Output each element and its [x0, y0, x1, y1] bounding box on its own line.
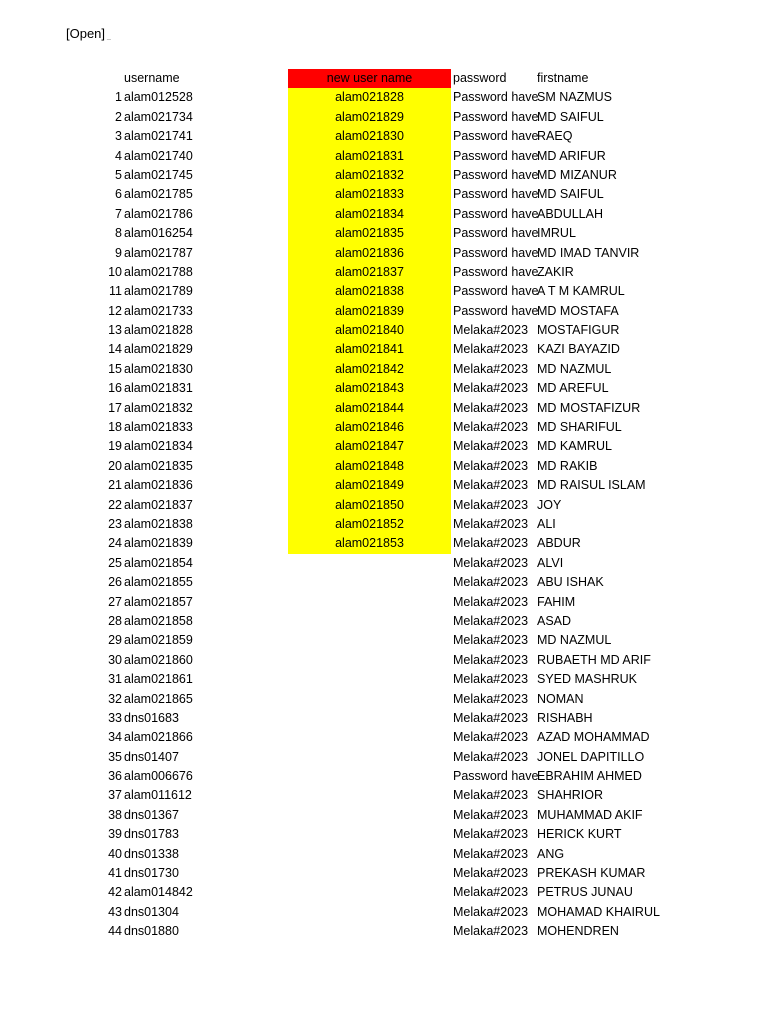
row-number: 38 [108, 807, 122, 822]
username-cell: alam021855 [124, 575, 193, 590]
password-cell: Melaka#2023 [453, 730, 529, 745]
row-number: 2 [115, 109, 122, 124]
firstname-cell: JOY [537, 497, 562, 512]
header-username: username [124, 71, 180, 85]
new-user-name-cell [288, 922, 451, 941]
table-row [0, 476, 768, 495]
firstname-cell: MUHAMMAD AKIF [537, 807, 643, 822]
password-cell: Melaka#2023 [453, 575, 529, 590]
firstname-cell: MD KAMRUL [537, 439, 613, 454]
row-number: 29 [108, 633, 122, 648]
row-number: 14 [108, 342, 122, 357]
table-row [0, 88, 768, 107]
table-row [0, 922, 768, 941]
username-cell: alam021833 [124, 420, 193, 435]
new-user-name-cell: alam021831 [288, 147, 451, 166]
password-cell: Melaka#2023 [453, 439, 529, 454]
username-cell: alam011612 [124, 788, 192, 803]
firstname-cell: MD NAZMUL [537, 361, 612, 376]
table-row [0, 166, 768, 185]
table-row [0, 670, 768, 689]
new-user-name-cell [288, 631, 451, 650]
table-row [0, 864, 768, 883]
password-cell: Melaka#2023 [453, 788, 529, 803]
new-user-name-cell [288, 864, 451, 883]
row-number: 23 [108, 516, 122, 531]
table-row [0, 340, 768, 359]
username-cell: alam021745 [124, 167, 193, 182]
row-number: 32 [108, 691, 122, 706]
new-user-name-cell: alam021841 [288, 340, 451, 359]
firstname-cell: MD SHARIFUL [537, 420, 622, 435]
table-row [0, 437, 768, 456]
new-user-name-cell: alam021835 [288, 224, 451, 243]
username-cell: dns01367 [124, 807, 179, 822]
new-user-name-cell: alam021834 [288, 205, 451, 224]
password-cell: Melaka#2023 [453, 400, 529, 415]
firstname-cell: AZAD MOHAMMAD [537, 730, 650, 745]
header-password: password [453, 71, 507, 85]
password-cell: Melaka#2023 [453, 866, 529, 881]
password-cell: Melaka#2023 [453, 361, 529, 376]
username-cell: alam021860 [124, 652, 193, 667]
row-number: 25 [108, 555, 122, 570]
new-user-name-cell: alam021840 [288, 321, 451, 340]
row-number: 42 [108, 885, 122, 900]
row-number: 15 [108, 361, 122, 376]
username-cell: alam021733 [124, 303, 193, 318]
new-user-name-cell [288, 748, 451, 767]
row-number: 43 [108, 904, 122, 919]
firstname-cell: MOSTAFIGUR [537, 323, 620, 338]
password-cell: Melaka#2023 [453, 516, 529, 531]
username-cell: alam014842 [124, 885, 193, 900]
username-cell: dns01783 [124, 827, 179, 842]
new-user-name-cell [288, 883, 451, 902]
password-cell: Melaka#2023 [453, 458, 529, 473]
row-number: 33 [108, 710, 122, 725]
header-new-user-name: new user name [288, 69, 451, 88]
username-cell: dns01304 [124, 904, 179, 919]
row-number: 35 [108, 749, 122, 764]
username-cell: alam021829 [124, 342, 193, 357]
password-cell: Melaka#2023 [453, 691, 529, 706]
row-number: 24 [108, 536, 122, 551]
new-user-name-cell: alam021836 [288, 244, 451, 263]
table-row [0, 418, 768, 437]
document-status-tag [66, 26, 111, 41]
username-cell: alam021858 [124, 613, 193, 628]
row-number: 27 [108, 594, 122, 609]
new-user-name-cell: alam021829 [288, 108, 451, 127]
password-cell: Password have [453, 90, 539, 105]
firstname-cell: MD MOSTAFA [537, 303, 619, 318]
firstname-cell: ABDUR [537, 536, 581, 551]
row-number: 13 [108, 323, 122, 338]
firstname-cell: ASAD [537, 613, 572, 628]
username-cell: alam021734 [124, 109, 193, 124]
password-cell: Melaka#2023 [453, 633, 529, 648]
username-cell: alam021788 [124, 264, 193, 279]
row-number: 12 [108, 303, 122, 318]
username-cell: alam021865 [124, 691, 193, 706]
table-row [0, 903, 768, 922]
new-user-name-cell [288, 786, 451, 805]
username-cell: dns01338 [124, 846, 179, 861]
firstname-cell: IMRUL [537, 226, 576, 241]
firstname-cell: SYED MASHRUK [537, 672, 638, 687]
row-number: 5 [115, 167, 122, 182]
row-number: 1 [115, 90, 122, 105]
firstname-cell: KAZI BAYAZID [537, 342, 620, 357]
password-cell: Password have [453, 245, 539, 260]
new-user-name-cell [288, 554, 451, 573]
username-cell: alam021866 [124, 730, 193, 745]
username-cell: alam021828 [124, 323, 193, 338]
table-row [0, 825, 768, 844]
table-row [0, 728, 768, 747]
firstname-cell: MD ARIFUR [537, 148, 606, 163]
firstname-cell: FAHIM [537, 594, 576, 609]
password-cell: Melaka#2023 [453, 613, 529, 628]
new-user-name-cell: alam021843 [288, 379, 451, 398]
password-cell: Password have [453, 284, 539, 299]
password-cell: Melaka#2023 [453, 555, 529, 570]
password-cell: Melaka#2023 [453, 885, 529, 900]
username-cell: alam021786 [124, 206, 193, 221]
row-number: 9 [115, 245, 122, 260]
firstname-cell: ALVI [537, 555, 564, 570]
password-cell: Password have [453, 167, 539, 182]
new-user-name-cell: alam021847 [288, 437, 451, 456]
firstname-cell: PETRUS JUNAU [537, 885, 633, 900]
row-number: 39 [108, 827, 122, 842]
row-number: 31 [108, 672, 122, 687]
username-cell: alam021832 [124, 400, 193, 415]
table-row [0, 845, 768, 864]
table-row [0, 205, 768, 224]
new-user-name-cell: alam021830 [288, 127, 451, 146]
row-number: 21 [108, 478, 122, 493]
new-user-name-cell: alam021842 [288, 360, 451, 379]
table-row [0, 690, 768, 709]
firstname-cell: MD AREFUL [537, 381, 609, 396]
header-firstname: firstname [537, 71, 589, 85]
password-cell: Password have [453, 129, 539, 144]
new-user-name-cell: alam021850 [288, 496, 451, 515]
username-cell: alam021836 [124, 478, 193, 493]
new-user-name-cell [288, 709, 451, 728]
password-cell: Password have [453, 187, 539, 202]
password-cell: Melaka#2023 [453, 497, 529, 512]
firstname-cell: MD SAIFUL [537, 109, 604, 124]
row-number: 34 [108, 730, 122, 745]
password-cell: Melaka#2023 [453, 381, 529, 396]
row-number: 28 [108, 613, 122, 628]
table-row [0, 651, 768, 670]
table-row [0, 709, 768, 728]
username-cell: dns01683 [124, 710, 179, 725]
table-row [0, 224, 768, 243]
new-user-name-cell [288, 806, 451, 825]
new-user-name-cell [288, 670, 451, 689]
firstname-cell: RISHABH [537, 710, 593, 725]
tag-marker: _ [107, 33, 111, 40]
spreadsheet-table [0, 69, 768, 942]
password-cell: Password have [453, 226, 539, 241]
password-cell: Melaka#2023 [453, 672, 529, 687]
new-user-name-cell [288, 845, 451, 864]
password-cell: Melaka#2023 [453, 846, 529, 861]
firstname-cell: MD NAZMUL [537, 633, 612, 648]
firstname-cell: MD SAIFUL [537, 187, 604, 202]
table-row [0, 127, 768, 146]
firstname-cell: ABDULLAH [537, 206, 603, 221]
firstname-cell: RUBAETH MD ARIF [537, 652, 651, 667]
table-row [0, 748, 768, 767]
firstname-cell: NOMAN [537, 691, 584, 706]
username-cell: alam021830 [124, 361, 193, 376]
row-number: 7 [115, 206, 122, 221]
new-user-name-cell: alam021839 [288, 302, 451, 321]
table-row [0, 593, 768, 612]
username-cell: dns01407 [124, 749, 179, 764]
row-number: 17 [108, 400, 122, 415]
firstname-cell: ALI [537, 516, 556, 531]
password-cell: Melaka#2023 [453, 924, 529, 939]
password-cell: Melaka#2023 [453, 749, 529, 764]
row-number: 20 [108, 458, 122, 473]
new-user-name-cell: alam021844 [288, 399, 451, 418]
table-row [0, 457, 768, 476]
new-user-name-cell [288, 728, 451, 747]
row-number: 36 [108, 769, 122, 784]
username-cell: alam021787 [124, 245, 193, 260]
new-user-name-cell: alam021849 [288, 476, 451, 495]
password-cell: Melaka#2023 [453, 652, 529, 667]
password-cell: Melaka#2023 [453, 420, 529, 435]
password-cell: Melaka#2023 [453, 827, 529, 842]
firstname-cell: A T M KAMRUL [537, 284, 625, 299]
table-row [0, 534, 768, 553]
row-number: 11 [109, 284, 122, 299]
username-cell: alam021859 [124, 633, 193, 648]
table-row [0, 147, 768, 166]
row-number: 37 [108, 788, 122, 803]
username-cell: alam021839 [124, 536, 193, 551]
password-cell: Password have [453, 264, 539, 279]
table-row [0, 573, 768, 592]
password-cell: Password have [453, 769, 539, 784]
password-cell: Melaka#2023 [453, 807, 529, 822]
table-row [0, 767, 768, 786]
row-number: 40 [108, 846, 122, 861]
username-cell: alam021857 [124, 594, 193, 609]
table-row [0, 263, 768, 282]
table-row [0, 302, 768, 321]
row-number: 8 [115, 226, 122, 241]
username-cell: alam021831 [124, 381, 193, 396]
table-row [0, 612, 768, 631]
firstname-cell: MD RAISUL ISLAM [537, 478, 646, 493]
password-cell: Melaka#2023 [453, 323, 529, 338]
password-cell: Melaka#2023 [453, 478, 529, 493]
firstname-cell: MOHENDREN [537, 924, 619, 939]
username-cell: alam006676 [124, 769, 193, 784]
firstname-cell: ANG [537, 846, 565, 861]
new-user-name-cell: alam021852 [288, 515, 451, 534]
new-user-name-cell: alam021828 [288, 88, 451, 107]
row-number: 18 [108, 420, 122, 435]
firstname-cell: HERICK KURT [537, 827, 622, 842]
password-cell: Melaka#2023 [453, 594, 529, 609]
firstname-cell: MD MIZANUR [537, 167, 617, 182]
row-number: 26 [108, 575, 122, 590]
username-cell: alam021854 [124, 555, 193, 570]
table-row [0, 554, 768, 573]
new-user-name-cell [288, 767, 451, 786]
new-user-name-cell: alam021853 [288, 534, 451, 553]
new-user-name-cell [288, 573, 451, 592]
table-row [0, 360, 768, 379]
firstname-cell: MD MOSTAFIZUR [537, 400, 641, 415]
username-cell: dns01730 [124, 866, 179, 881]
firstname-cell: ABU ISHAK [537, 575, 604, 590]
password-cell: Password have [453, 148, 539, 163]
row-number: 41 [108, 866, 122, 881]
password-cell: Password have [453, 303, 539, 318]
username-cell: alam021741 [124, 129, 193, 144]
table-row [0, 883, 768, 902]
new-user-name-cell: alam021846 [288, 418, 451, 437]
password-cell: Melaka#2023 [453, 904, 529, 919]
new-user-name-cell: alam021848 [288, 457, 451, 476]
username-cell: alam016254 [124, 226, 193, 241]
username-cell: alam021837 [124, 497, 193, 512]
firstname-cell: MOHAMAD KHAIRUL [537, 904, 660, 919]
username-cell: alam021838 [124, 516, 193, 531]
new-user-name-cell [288, 690, 451, 709]
new-user-name-cell: alam021838 [288, 282, 451, 301]
table-row [0, 321, 768, 340]
table-row [0, 806, 768, 825]
firstname-cell: ZAKIR [537, 264, 574, 279]
row-number: 19 [108, 439, 122, 454]
new-user-name-cell [288, 903, 451, 922]
table-row [0, 282, 768, 301]
table-row [0, 496, 768, 515]
firstname-cell: SHAHRIOR [537, 788, 603, 803]
open-label: [Open] [66, 26, 106, 41]
firstname-cell: RAEQ [537, 129, 573, 144]
header-row [0, 69, 768, 88]
table-row [0, 244, 768, 263]
row-number: 6 [115, 187, 122, 202]
row-number: 16 [108, 381, 122, 396]
new-user-name-cell: alam021833 [288, 185, 451, 204]
firstname-cell: SM NAZMUS [537, 90, 612, 105]
row-number: 4 [115, 148, 122, 163]
firstname-cell: EBRAHIM AHMED [537, 769, 642, 784]
password-cell: Password have [453, 109, 539, 124]
new-user-name-cell: alam021837 [288, 263, 451, 282]
firstname-cell: MD IMAD TANVIR [537, 245, 640, 260]
row-number: 10 [108, 264, 122, 279]
new-user-name-cell [288, 651, 451, 670]
username-cell: alam021789 [124, 284, 193, 299]
username-cell: alam012528 [124, 90, 193, 105]
firstname-cell: JONEL DAPITILLO [537, 749, 645, 764]
password-cell: Melaka#2023 [453, 536, 529, 551]
row-number: 22 [108, 497, 122, 512]
password-cell: Melaka#2023 [453, 342, 529, 357]
username-cell: alam021835 [124, 458, 193, 473]
firstname-cell: PREKASH KUMAR [537, 866, 646, 881]
firstname-cell: MD RAKIB [537, 458, 598, 473]
table-row [0, 515, 768, 534]
row-number: 44 [108, 924, 122, 939]
table-row [0, 379, 768, 398]
new-user-name-cell [288, 612, 451, 631]
new-user-name-cell [288, 825, 451, 844]
new-user-name-cell [288, 593, 451, 612]
username-cell: alam021785 [124, 187, 193, 202]
password-cell: Melaka#2023 [453, 710, 529, 725]
password-cell: Password have [453, 206, 539, 221]
table-row [0, 631, 768, 650]
table-row [0, 399, 768, 418]
new-user-name-cell: alam021832 [288, 166, 451, 185]
row-number: 30 [108, 652, 122, 667]
row-number: 3 [115, 129, 122, 144]
table-row [0, 185, 768, 204]
table-row [0, 108, 768, 127]
username-cell: alam021834 [124, 439, 193, 454]
username-cell: alam021740 [124, 148, 193, 163]
username-cell: alam021861 [124, 672, 193, 687]
table-row [0, 786, 768, 805]
username-cell: dns01880 [124, 924, 179, 939]
